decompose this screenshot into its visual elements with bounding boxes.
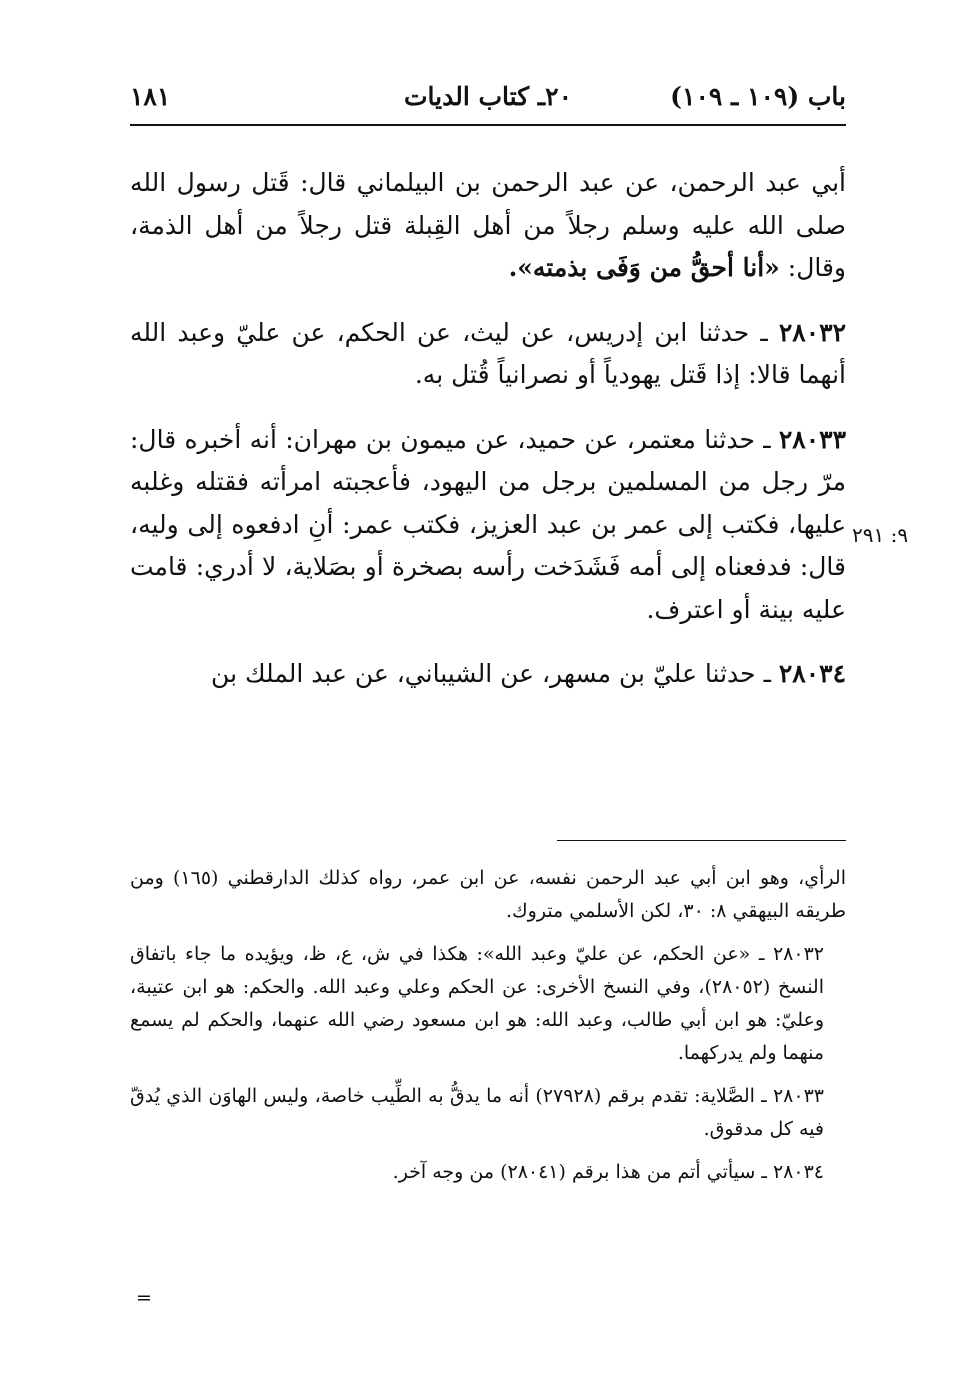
hadith-text: ـ حدثنا عليّ بن مسهر، عن الشيباني، عن عبد الملك بن (211, 659, 771, 688)
page-number: ١٨١ (130, 82, 171, 111)
hadith-number: ٢٨٠٣٤ (778, 659, 846, 688)
footnote-28032: ٢٨٠٣٢ ـ «عن الحكم، عن عليّ وعبد الله»: هكذا في ش، ع، ظ، ويؤيده ما جاء باتفاق النسخ (٢٨٠٥٢)، وفي النسخ الأخرى: عن الحكم وعلي وعبد الله. والحكم: هو ابن عتيبة، وعليّ: هو ابن أبي طالب، وعبد الله: هو ابن مسعود رضي الله عنهما، والحكم لم يسمع منهما ولم يدركهما. (130, 943, 824, 1064)
book-title: ٢٠ـ كتاب الديات (404, 82, 572, 111)
hadith-number: ٢٨٠٣٣ (778, 424, 847, 454)
hadith-28032 (130, 312, 846, 397)
hadith-number: ٢٨٠٣٢ (778, 317, 847, 347)
chapter-heading: باب (١٠٩ ـ ١٠٩) (670, 82, 846, 111)
footnotes (130, 862, 846, 1199)
margin-reference: ٩: ٢٩١ (852, 523, 909, 547)
paragraph-text: أبي عبد الرحمن، عن عبد الرحمن بن البيلماني قال: قَتل رسول الله صلى الله عليه وسلم رجلاً من أهل القِبلة قتل رجلاً من أهل الذمة، وقال: (130, 168, 846, 282)
footnote-divider (557, 840, 846, 841)
hadith-28033 (130, 419, 846, 632)
hadith-text: ـ حدثنا ابن إدريس، عن ليث، عن الحكم، عن عليّ وعبد الله أنهما قالا: إذا قَتل يهودياً أو نصرانياً قُتل به. (130, 317, 846, 389)
main-text (130, 162, 846, 718)
paragraph-continuation (130, 162, 846, 290)
header-divider (130, 124, 846, 126)
prophetic-quote: «أنا أحقُّ من وَفَى بذمته». (508, 253, 780, 282)
footnote-28033: ٢٨٠٣٣ ـ الصَّلاية: تقدم برقم (٢٧٩٢٨) أنه ما يدقُّ به الطِّيب خاصة، وليس الهاوَن الذي يُدقّ فيه كل مدقوق. (130, 1085, 824, 1140)
hadith-28034 (130, 653, 846, 696)
continuation-mark: = (136, 1287, 152, 1309)
footnote-continuation: الرأي، وهو ابن أبي عبد الرحمن نفسه، عن ابن عمر، رواه كذلك الدارقطني (١٦٥) ومن طريقه البيهقي ٨: ٣٠، لكن الأسلمي متروك. (130, 867, 846, 922)
footnote-28034: ٢٨٠٣٤ ـ سيأتي أتم من هذا برقم (٢٨٠٤١) من وجه آخر. (392, 1161, 824, 1183)
page-header (130, 82, 846, 118)
hadith-text: ـ حدثنا معتمر، عن حميد، عن ميمون بن مهران: أنه أخبره قال: مرّ رجل من المسلمين برجل من اليهود، فأعجبته امرأته فقتله وغلبه عليها، فكتب إلى عمر بن عبد العزيز، فكتب عمر: أنِ ادفعوه إلى وليه، قال: فدفعناه إلى أمه فَشَدَخت رأسه بصخرة أو بصَلاية، لا أدري: قامت عليه بينة أو اعترف. (130, 424, 846, 624)
